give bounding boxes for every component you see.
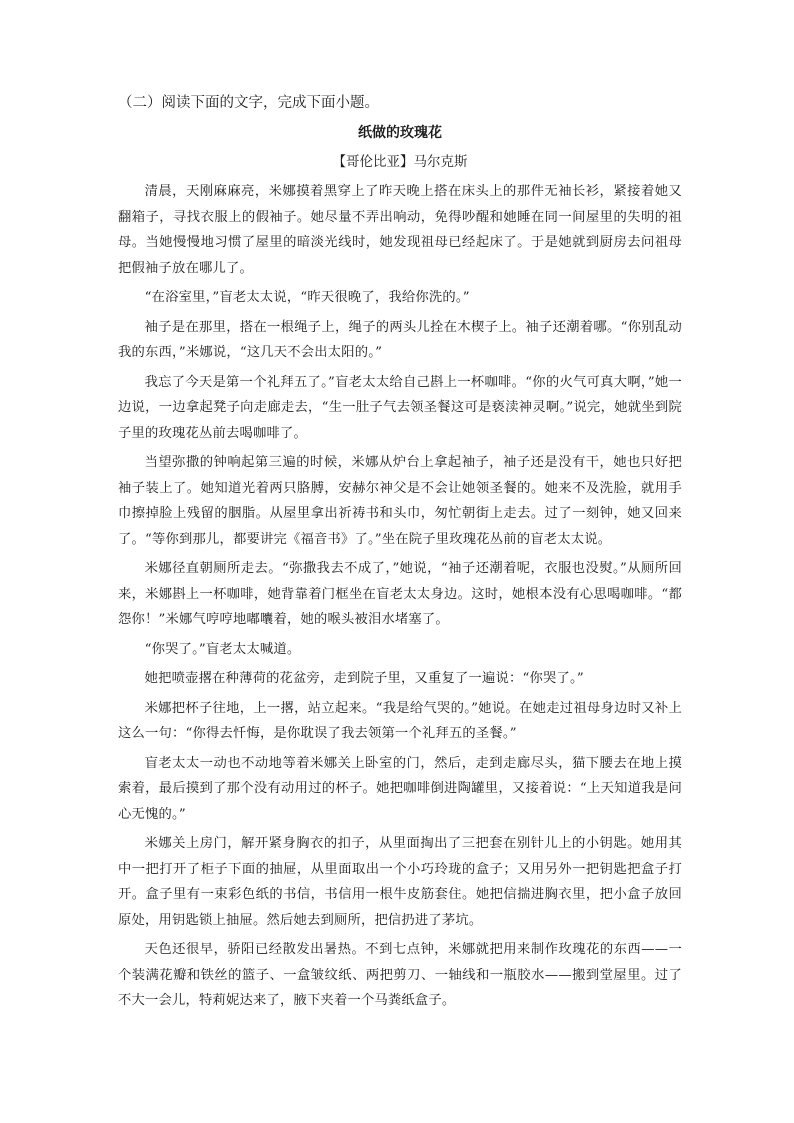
paragraph: 清晨，天刚麻麻亮，米娜摸着黑穿上了昨天晚上搭在床头上的那件无袖长衫，紧接着她又翻箱子，寻找衣服上的假袖子。她尽量不弄出响动，免得吵醒和她睡在同一间屋里的失明的祖母。当她慢慢地习惯了屋里的暗淡光线时，她发现祖母已经起床了。于是她就到厨房去问祖母把假袖子放在哪儿了。 [118,184,682,276]
paragraph: 袖子是在那里，搭在一根绳子上，绳子的两头儿拴在木楔子上。袖子还潮着哪。“你别乱动我的东西，”米娜说，“这几天不会出太阳的。” [118,319,682,360]
paragraph: 盲老太太一动也不动地等着米娜关上卧室的门，然后，走到走廊尽头，猫下腰去在地上摸索着，最后摸到了那个没有动用过的杯子。她把咖啡倒进陶罐里，又接着说：“上天知道我是问心无愧的。” [118,755,682,822]
paragraph: 米娜把杯子往地，上一撂，站立起来。“我是给气哭的。”她说。在她走过祖母身边时又补上这么一句：“你得去忏悔，是你耽误了我去领第一个礼拜五的圣餐。” [118,700,682,741]
paragraph: 天色还很早，骄阳已经散发出暑热。不到七点钟，米娜就把用来制作玫瑰花的东西——一个装满花瓣和铁丝的篮子、一盒皱纹纸、两把剪刀、一轴线和一瓶胶水——搬到堂屋里。过了不大一会儿，特莉妮达来了，腋下夹着一个马粪纸盒子。 [118,942,682,1008]
story-body [118,179,682,1014]
paragraph: 她把喷壶撂在种薄荷的花盆旁，走到院子里，又重复了一遍说：“你哭了。” [144,671,584,686]
paragraph: “在浴室里，”盲老太太说，“昨天很晚了，我给你洗的。” [144,290,470,305]
paragraph: 米娜关上房门，解开紧身胸衣的扣子，从里面掏出了三把套在别针儿上的小钥匙。她用其中一把打开了柜子下面的抽屉，从里面取出一个小巧玲珑的盒子；又用另外一把钥匙把盒子打开。盒子里有一束彩色纸的书信，书信用一根牛皮筋套住。她把信揣进胸衣里，把小盒子放回原处，用钥匙锁上抽屉。然后她去到厕所，把信扔进了茅坑。 [118,836,682,928]
document-page [118,92,682,1018]
story-author: 【哥伦比亚】马尔克斯 [332,154,468,170]
section-instruction: （二）阅读下面的文字，完成下面小题。 [118,95,379,111]
story-title: 纸做的玫瑰花 [358,125,442,141]
paragraph: 米娜径直朝厕所走去。“弥撒我去不成了，”她说，“袖子还潮着呢，衣服也没熨。”从厕所回来，米娜斟上一杯咖啡，她背靠着门框坐在盲老太太身边。这时，她根本没有心思喝咖啡。“都怨你！”米娜气哼哼地嘟囔着，她的喉头被泪水堵塞了。 [118,561,682,627]
paragraph: “你哭了。”盲老太太喊道。 [144,641,301,657]
paragraph: 当望弥撒的钟响起第三遍的时候，米娜从炉台上拿起袖子，袖子还是没有干，她也只好把袖子装上了。她知道光着两只胳膊，安赫尔神父是不会让她领圣餐的。她来不及洗脸，就用手巾擦掉脸上残留的胭脂。从屋里拿出祈祷书和头巾，匆忙朝街上走去。过了一刻钟，她又回来了。“等你到那儿，都要讲完《福音书》了。”坐在院子里玫瑰花丛前的盲老太太说。 [118,455,682,547]
paragraph: 我忘了今天是第一个礼拜五了。”盲老太太给自己斟上一杯咖啡。“你的火气可真大啊，”她一边说，一边拿起凳子向走廊走去，“生一肚子气去领圣餐这可是亵渎神灵啊。”说完，她就坐到院子里的玫瑰花丛前去喝咖啡了。 [118,374,682,441]
